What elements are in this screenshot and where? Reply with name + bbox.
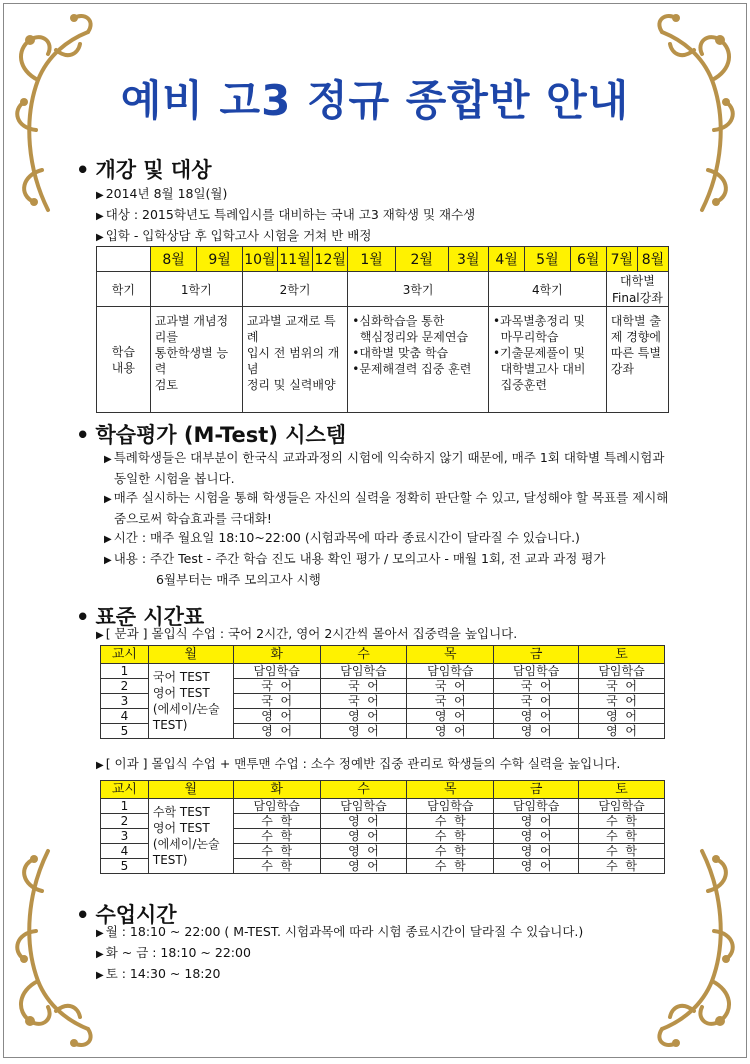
semester-schedule-table [96, 246, 669, 413]
page-title: 예비 고3 정규 종합반 안내 [120, 76, 630, 125]
corner-ornament-icon [8, 841, 103, 1051]
month-header-row [97, 247, 669, 272]
list-item: ▶ 2014년 8월 18일(월) [96, 186, 228, 201]
table-row: 4 영 어 영 어 영 어 영 어 영 어 [101, 709, 665, 724]
month-cell: 4월 [488, 247, 524, 272]
arrow-icon: ▶ [96, 630, 104, 641]
table-row: 2 국 어 국 어 국 어 국 어 국 어 [101, 679, 665, 694]
content-cell: •과목별총정리 및 마무리학습 •기출문제풀이 및 대학별고사 대비 집중훈련 [488, 307, 606, 413]
table-row: 3 국 어 국 어 국 어 국 어 국 어 [101, 694, 665, 709]
month-cell: 8월 [150, 247, 197, 272]
month-cell: 6월 [570, 247, 606, 272]
month-cell: 1월 [348, 247, 396, 272]
content-row [97, 307, 669, 413]
section-heading-class-hours: • 수업시간 [76, 903, 177, 927]
row-label: 학습 내용 [97, 307, 151, 413]
list-item: ▶ 시간 : 매주 월요일 18:10~22:00 (시험과목에 따라 종료시간이 달라질 수 있습니다.) [104, 530, 580, 545]
opening-info-list [96, 184, 475, 247]
table-row: 3 수 학 영 어 수 학 영 어 수 학 [101, 829, 665, 844]
timetable-header-row: 교시 월 화 수 목 금 토 [101, 646, 665, 664]
month-cell: 11월 [277, 247, 312, 272]
igwa-note: ▶ [ 이과 ] 몰입식 수업 + 맨투맨 수업 : 소수 정예반 집중 관리로 학생들의 수학 실력을 높입니다. [96, 756, 621, 771]
list-item: ▶ 특례학생들은 대부분이 한국식 교과과정의 시험에 익숙하지 않기 때문에, 매주 1회 대학별 특례시험과 [104, 450, 665, 465]
arrow-icon: ▶ [104, 534, 112, 545]
arrow-icon: ▶ [96, 949, 104, 960]
month-cell: 3월 [448, 247, 488, 272]
arrow-icon: ▶ [96, 760, 104, 771]
list-item: ▶ 월 : 18:10 ~ 22:00 ( M-TEST. 시험과목에 따라 시험 종료시간이 달라질 수 있습니다.) [96, 924, 584, 939]
month-cell: 9월 [197, 247, 243, 272]
row-label: 학기 [97, 272, 151, 307]
bullet-icon: • [76, 605, 90, 629]
timetable-header-row: 교시 월 화 수 목 금 토 [101, 781, 665, 799]
month-cell: 12월 [313, 247, 348, 272]
mtest-info-list [104, 448, 668, 589]
semester-cell: 1학기 [150, 272, 242, 307]
table-row: 4 수 학 영 어 수 학 영 어 수 학 [101, 844, 665, 859]
semester-cell: 2학기 [242, 272, 347, 307]
table-row: 5 영 어 영 어 영 어 영 어 영 어 [101, 724, 665, 739]
mungwa-note: ▶ [ 문과 ] 몰입식 수업 : 국어 2시간, 영어 2시간씩 몰아서 집중력을 높입니다. [96, 626, 518, 641]
arrow-icon: ▶ [96, 190, 104, 201]
section-heading-opening: • 개강 및 대상 [76, 158, 212, 182]
arrow-icon: ▶ [96, 970, 104, 981]
list-item: ▶ 대상 : 2015학년도 특례입시를 대비하는 국내 고3 재학생 및 재수생 [96, 207, 476, 222]
month-cell: 2월 [395, 247, 448, 272]
month-cell: 5월 [525, 247, 571, 272]
semester-row [97, 272, 669, 307]
semester-cell: 4학기 [488, 272, 606, 307]
month-cell: 7월 [606, 247, 637, 272]
timetable-igwa [100, 780, 665, 874]
monday-test-cell: 수학 TEST 영어 TEST (에세이/논술TEST) [148, 799, 233, 874]
content-cell: 대학별 출제 경향에 따른 특별강좌 [606, 307, 668, 413]
arrow-icon: ▶ [96, 928, 104, 939]
arrow-icon: ▶ [96, 232, 104, 243]
monday-test-cell: 국어 TEST 영어 TEST (에세이/논술TEST) [148, 664, 233, 739]
arrow-icon: ▶ [104, 454, 112, 465]
list-item: 줌으로써 학습효과를 극대화! [114, 511, 272, 526]
class-hours-list [96, 922, 583, 985]
semester-cell: 대학별Final강좌 [606, 272, 668, 307]
table-row: 5 수 학 영 어 수 학 영 어 수 학 [101, 859, 665, 874]
semester-cell: 3학기 [348, 272, 489, 307]
bullet-icon: • [76, 903, 90, 927]
content-cell: 교과별 교재로 특례 입시 전 범위의 개념 정리 및 실력배양 [242, 307, 347, 413]
month-cell: 10월 [242, 247, 277, 272]
list-item: ▶ 내용 : 주간 Test - 주간 학습 진도 내용 확인 평가 / 모의고사 - 매월 1회, 전 교과 과정 평가 [104, 551, 606, 566]
list-item: 동일한 시험을 봅니다. [114, 471, 235, 486]
table-row: 2 수 학 영 어 수 학 영 어 수 학 [101, 814, 665, 829]
section-heading-timetable: • 표준 시간표 [76, 605, 205, 629]
list-item: 6월부터는 매주 모의고사 시행 [156, 572, 321, 587]
timetable-mungwa [100, 645, 665, 739]
arrow-icon: ▶ [96, 211, 104, 222]
content-cell: •심화학습을 통한 핵심정리와 문제연습 •대학별 맞춤 학습 •문제해결력 집중 훈련 [348, 307, 489, 413]
table-row: 1 국어 TEST 영어 TEST (에세이/논술TEST) 담임학습 담임학습 담임학습 담임학습 담임학습 [101, 664, 665, 679]
list-item: ▶ 토 : 14:30 ~ 18:20 [96, 966, 221, 981]
table-row: 1 수학 TEST 영어 TEST (에세이/논술TEST) 담임학습 담임학습 담임학습 담임학습 담임학습 [101, 799, 665, 814]
month-cell: 8월 [637, 247, 668, 272]
content-cell: 교과별 개념정리를 통한학생별 능력 검토 [150, 307, 242, 413]
arrow-icon: ▶ [104, 555, 112, 566]
list-item: ▶ 입학 - 입학상담 후 입학고사 시험을 거쳐 반 배정 [96, 228, 372, 243]
list-item: ▶ 화 ~ 금 : 18:10 ~ 22:00 [96, 945, 251, 960]
arrow-icon: ▶ [104, 494, 112, 505]
list-item: ▶ 매주 실시하는 시험을 통해 학생들은 자신의 실력을 정확히 판단할 수 있고, 달성해야 할 목표를 제시해 [104, 490, 669, 505]
bullet-icon: • [76, 423, 90, 447]
section-heading-mtest: • 학습평가 (M-Test) 시스템 [76, 423, 347, 447]
bullet-icon: • [76, 158, 90, 182]
flyer-page [3, 3, 747, 1058]
